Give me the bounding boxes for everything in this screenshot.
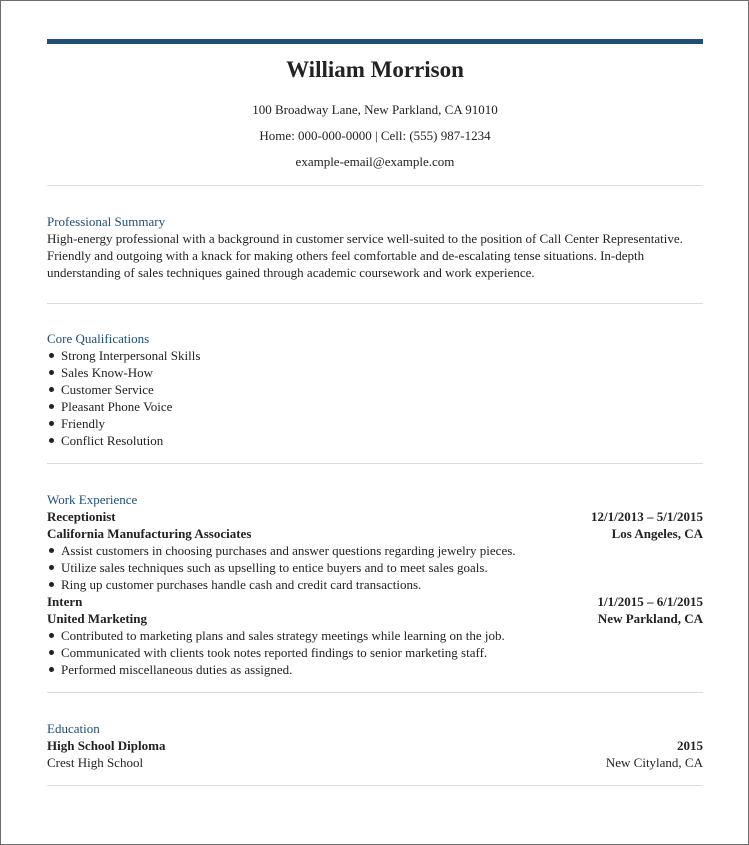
education-title: Education — [47, 721, 100, 736]
job-dates: 1/1/2015 – 6/1/2015 — [597, 594, 703, 609]
section-divider — [47, 785, 703, 786]
job-entry — [47, 593, 703, 678]
education-school: Crest High School — [47, 755, 144, 770]
list-item: Friendly — [61, 415, 703, 432]
job-header-row — [47, 593, 703, 610]
section-divider — [47, 185, 703, 186]
list-item: Communicated with clients took notes reported findings to senior marketing staff. — [61, 644, 703, 661]
phone-line: Home: 000-000-0000 | Cell: (555) 987-1234 — [259, 128, 491, 143]
education-school-row — [47, 754, 703, 771]
job-duties-list — [47, 627, 703, 678]
summary-title: Professional Summary — [47, 214, 166, 229]
job-header-row — [47, 508, 703, 525]
list-item: Customer Service — [61, 381, 703, 398]
job-company-row — [47, 525, 703, 542]
section-divider — [47, 303, 703, 304]
experience-section — [47, 491, 703, 678]
qualifications-section — [47, 330, 703, 449]
summary-text: High-energy professional with a background in customer service well-suited to the position of Call Center Representative. Friendly and outgoing with a knack for making others feel comfortable and de-escalating tense situations. In-depth understanding of sales techniques gained through academic coursework and work experience. — [47, 231, 683, 280]
summary-section — [47, 213, 703, 281]
job-company: United Marketing — [47, 611, 148, 626]
job-role: Intern — [47, 594, 83, 609]
list-item: Utilize sales techniques such as upselling to entice buyers and to meet sales goals. — [61, 559, 703, 576]
list-item: Pleasant Phone Voice — [61, 398, 703, 415]
education-location: New Cityland, CA — [605, 755, 703, 770]
list-item: Assist customers in choosing purchases and answer questions regarding jewelry pieces. — [61, 542, 703, 559]
job-role: Receptionist — [47, 509, 116, 524]
education-degree: High School Diploma — [47, 738, 166, 753]
education-header-row — [47, 737, 703, 754]
resume-document — [47, 39, 703, 786]
qualifications-list — [47, 347, 703, 449]
section-divider — [47, 692, 703, 693]
job-duties-list — [47, 542, 703, 593]
candidate-name: William Morrison — [286, 57, 464, 82]
job-location: Los Angeles, CA — [611, 526, 703, 541]
list-item: Conflict Resolution — [61, 432, 703, 449]
job-dates: 12/1/2013 – 5/1/2015 — [591, 509, 703, 524]
list-item: Ring up customer purchases handle cash and credit card transactions. — [61, 576, 703, 593]
job-entry — [47, 508, 703, 593]
job-company-row — [47, 610, 703, 627]
experience-title: Work Experience — [47, 492, 138, 507]
list-item: Strong Interpersonal Skills — [61, 347, 703, 364]
address-line: 100 Broadway Lane, New Parkland, CA 91010 — [252, 102, 498, 117]
email-line: example-email@example.com — [295, 154, 455, 169]
education-section — [47, 720, 703, 771]
job-company: California Manufacturing Associates — [47, 526, 252, 541]
job-location: New Parkland, CA — [597, 611, 703, 626]
list-item: Contributed to marketing plans and sales strategy meetings while learning on the job. — [61, 627, 703, 644]
section-divider — [47, 463, 703, 464]
education-year: 2015 — [677, 738, 703, 753]
header-accent-bar — [47, 39, 703, 44]
list-item: Sales Know-How — [61, 364, 703, 381]
qualifications-title: Core Qualifications — [47, 331, 150, 346]
list-item: Performed miscellaneous duties as assigned. — [61, 661, 703, 678]
